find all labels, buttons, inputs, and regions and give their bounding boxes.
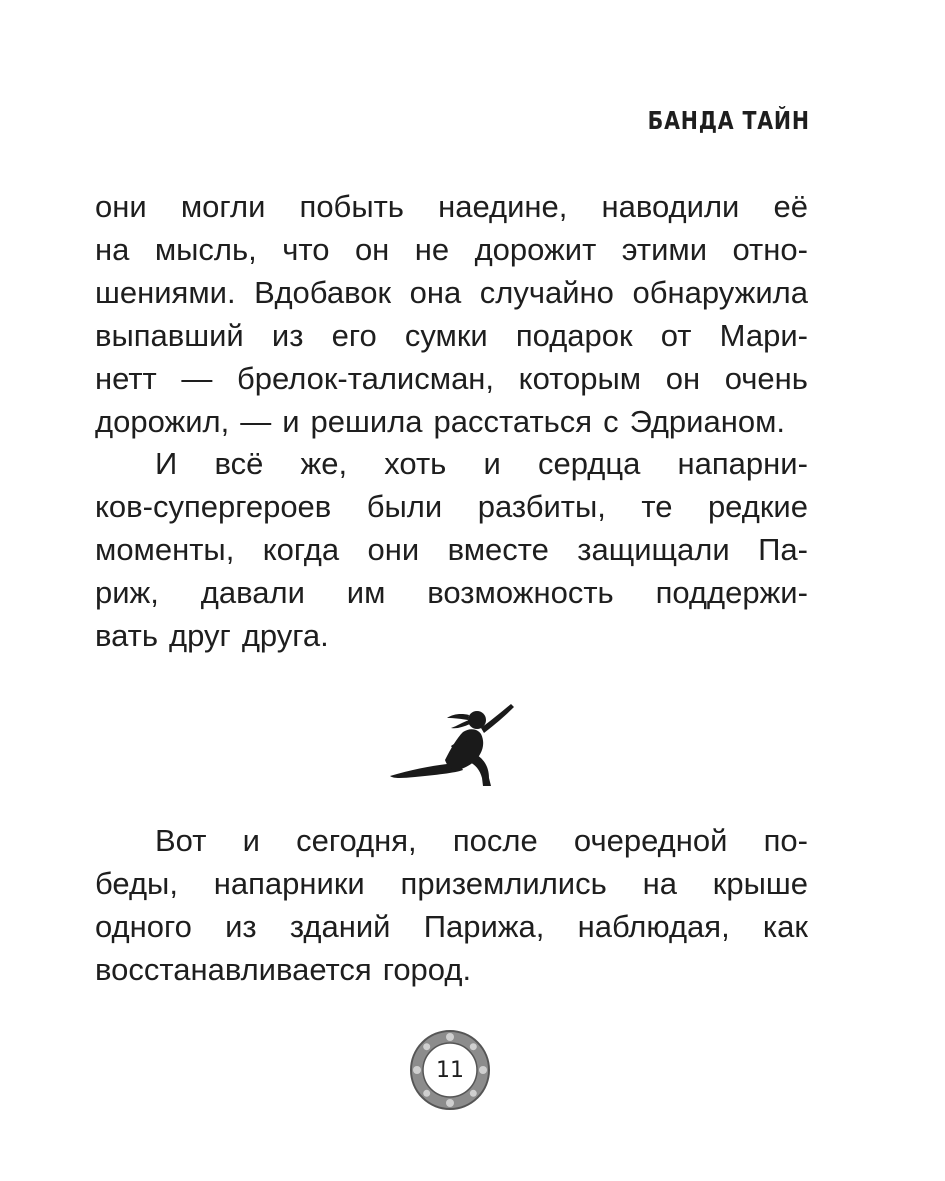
word: им <box>346 575 386 610</box>
word: нетт <box>95 361 157 396</box>
word: поддержи- <box>655 575 808 610</box>
word: риж, <box>95 575 159 610</box>
word: случайно <box>479 275 614 310</box>
word: шениями. <box>95 275 236 310</box>
word: сегодня, <box>296 823 417 858</box>
word: друга. <box>241 618 329 653</box>
word: вместе <box>447 532 549 567</box>
word: и <box>282 404 300 439</box>
word: восстанавливается <box>95 952 372 987</box>
word: Вот <box>155 823 207 858</box>
word: выпавший <box>95 318 244 353</box>
word: решила <box>310 404 423 439</box>
word: одного <box>95 909 192 944</box>
text-line <box>95 314 808 357</box>
word: город. <box>382 952 472 987</box>
text-line <box>95 528 808 571</box>
text-line <box>95 228 808 271</box>
word: что <box>282 232 330 267</box>
text-line <box>95 819 808 862</box>
page-number: 11 <box>436 1057 464 1083</box>
word: на <box>95 232 130 267</box>
word: Парижа, <box>423 909 545 944</box>
word: которым <box>518 361 642 396</box>
word: её <box>773 189 808 224</box>
word: И <box>155 446 178 481</box>
text-line <box>95 357 808 400</box>
leaping-heroine-silhouette-icon <box>385 698 520 790</box>
text-line <box>95 948 808 991</box>
word: же, <box>300 446 348 481</box>
word: когда <box>262 532 340 567</box>
word: очередной <box>573 823 728 858</box>
word: зданий <box>289 909 391 944</box>
word: Мари- <box>719 318 808 353</box>
word: приземлились <box>400 866 607 901</box>
word: беды, <box>95 866 178 901</box>
word: те <box>641 489 673 524</box>
word: они <box>95 189 147 224</box>
word: и <box>242 823 260 858</box>
word: его <box>331 318 377 353</box>
text-line <box>95 614 808 657</box>
paragraph-3 <box>95 819 808 991</box>
word: подарок <box>515 318 633 353</box>
word: давали <box>200 575 305 610</box>
word: сумки <box>404 318 488 353</box>
word: ков-супергероев <box>95 489 332 524</box>
word: моменты, <box>95 532 235 567</box>
word: из <box>225 909 257 944</box>
text-line <box>95 571 808 614</box>
text-line <box>95 862 808 905</box>
word: наблюдая, <box>577 909 730 944</box>
word: всё <box>214 446 264 481</box>
word: напарни- <box>677 446 808 481</box>
word: расстаться <box>433 404 593 439</box>
word: могли <box>180 189 266 224</box>
word: наводили <box>601 189 740 224</box>
word: по- <box>763 823 808 858</box>
word: они <box>367 532 420 567</box>
word: она <box>409 275 462 310</box>
word: и <box>483 446 501 481</box>
text-line <box>95 442 808 485</box>
word: Эдрианом. <box>629 404 786 439</box>
paragraph-2 <box>95 442 808 657</box>
word: напарники <box>213 866 365 901</box>
text-line <box>95 185 808 228</box>
word: разбиты, <box>477 489 606 524</box>
word: побыть <box>299 189 404 224</box>
word: как <box>762 909 808 944</box>
word: — <box>240 404 272 439</box>
word: от <box>660 318 692 353</box>
word: мысль, <box>154 232 257 267</box>
word: очень <box>724 361 808 396</box>
running-head-title: БАНДА ТАЙН <box>647 106 810 135</box>
word: хоть <box>384 446 447 481</box>
word: этими <box>621 232 708 267</box>
word: редкие <box>707 489 808 524</box>
paragraph-1 <box>95 185 808 443</box>
word: на <box>642 866 677 901</box>
text-line <box>95 400 808 443</box>
word: Вдобавок <box>254 275 392 310</box>
word: дорожит <box>474 232 597 267</box>
word: он <box>665 361 701 396</box>
word: брелок-талисман, <box>236 361 495 396</box>
word: он <box>354 232 390 267</box>
word: — <box>181 361 213 396</box>
word: крыше <box>712 866 808 901</box>
word: дорожил, <box>95 404 230 439</box>
word: были <box>366 489 443 524</box>
word: наедине, <box>438 189 568 224</box>
word: Па- <box>758 532 808 567</box>
word: сердца <box>538 446 641 481</box>
word: обнаружила <box>632 275 808 310</box>
text-line <box>95 271 808 314</box>
word: из <box>271 318 304 353</box>
word: после <box>452 823 538 858</box>
word: возможность <box>427 575 614 610</box>
word: друг <box>169 618 231 653</box>
word: не <box>414 232 450 267</box>
text-line <box>95 485 808 528</box>
text-line <box>95 905 808 948</box>
word: вать <box>95 618 159 653</box>
word: отно- <box>732 232 808 267</box>
word: защищали <box>577 532 730 567</box>
word: с <box>603 404 619 439</box>
